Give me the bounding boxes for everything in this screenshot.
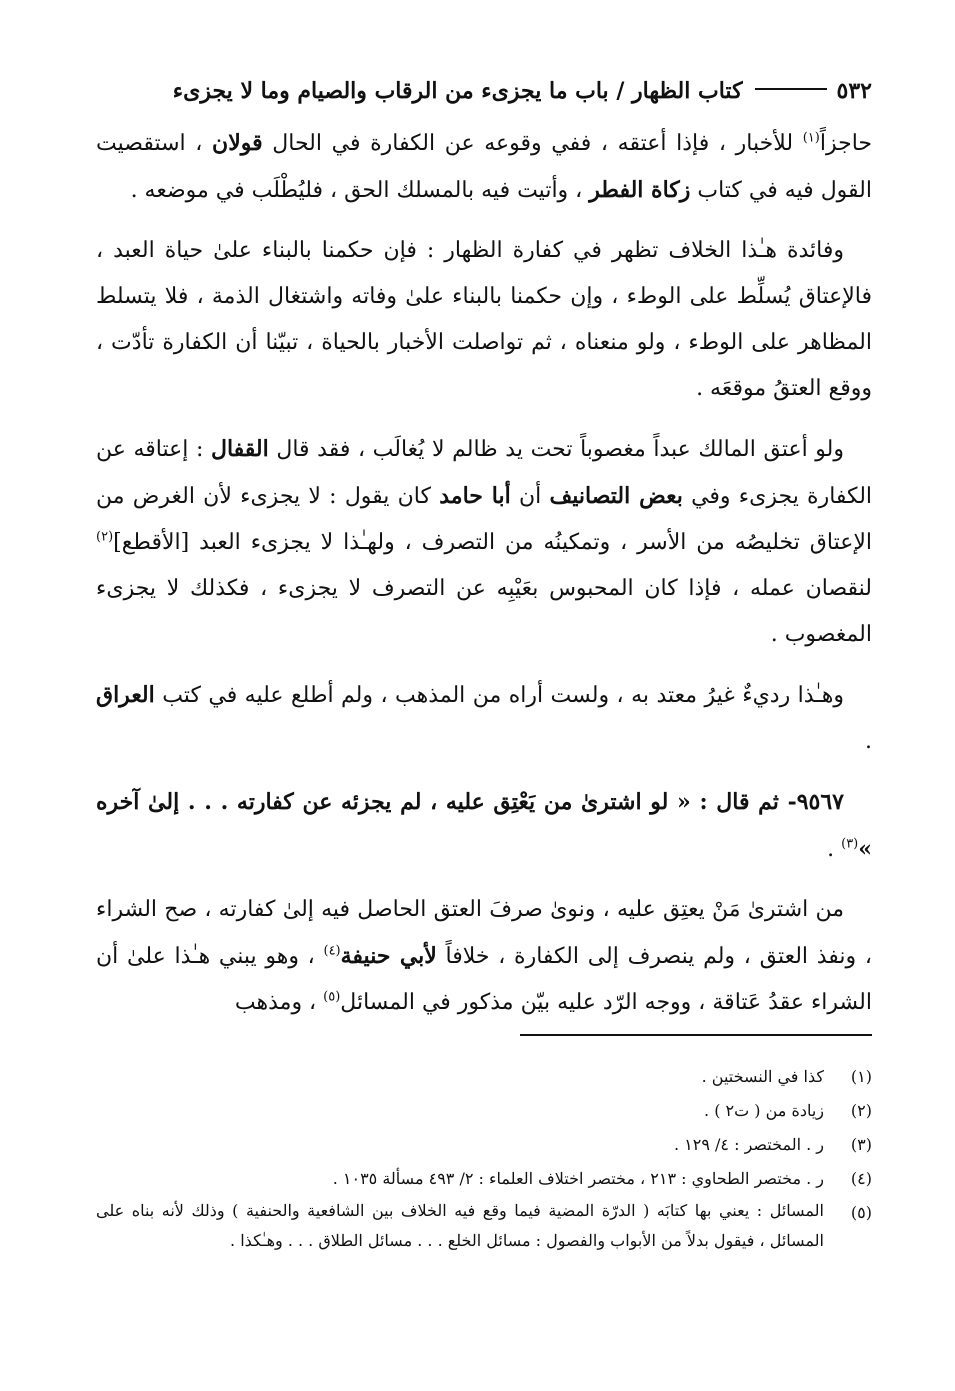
text: حاجزاً (819, 131, 872, 156)
paragraph-4 (96, 672, 872, 765)
footnote-text: ر . المختصر : ٤/ ١٢٩ . (673, 1135, 824, 1154)
text: وهـٰذا رديءٌ غيرُ معتد به ، ولست أراه من المذهب ، ولم أطلع عليه في كتب (154, 683, 844, 708)
bold-term: بعض التصانيف (549, 483, 683, 509)
bold-term: زكاة الفطر (589, 177, 691, 203)
text: أن (510, 484, 550, 509)
header-rule (755, 88, 827, 90)
footnote-3 (96, 1128, 872, 1162)
footnote-number: (١) (850, 1067, 872, 1086)
bold-term: القفال (210, 436, 269, 462)
text: ، استقصيت القول فيه في كتاب (96, 131, 872, 203)
footnote-number: (٢) (850, 1101, 872, 1120)
text: ، وأتيت فيه بالمسلك الحق ، فليُطْلَب في موضعه . (130, 178, 590, 203)
text: . (827, 837, 842, 862)
footnote-number: (٤) (850, 1169, 872, 1188)
bold-term: أبا حامد (439, 483, 511, 509)
footnote-ref-4[interactable]: (٤) (323, 943, 341, 959)
bold-term: قولان (212, 130, 263, 156)
footnote-separator (520, 1034, 872, 1036)
footnote-ref-5[interactable]: (٥) (323, 989, 341, 1005)
footnote-text: المسائل : يعني بها كتابَه ( الدرّة المضية فيما وقع فيه الخلاف بين الشافعية والحنفية ) وذلك لأنه بناه على المسائل ، فيقول بدلاً من الأبواب والفصول : مسائل الخلع . . . مسائل الطلاق . . . وهـٰكذا . (96, 1201, 824, 1250)
text: للأخبار ، فإذا أعتقه ، ففي وقوعه عن الكفارة في الحال (262, 131, 803, 156)
footnote-number: (٣) (850, 1135, 872, 1154)
footnote-ref-1[interactable]: (١) (802, 130, 820, 146)
text: ، وهو يبني هـٰذا علىٰ أن الشراء عقدُ عَتاقة ، ووجه الرّد عليه بيّن مذكور في المسائل (96, 944, 872, 1015)
bold-term: العراق (96, 682, 155, 708)
footnote-text: زيادة من ( ت٢ ) . (704, 1101, 824, 1120)
footnote-1 (96, 1060, 872, 1094)
footnote-text: ر . مختصر الطحاوي : ٢١٣ ، مختصر اختلاف العلماء : ٢/ ٤٩٣ مسألة ١٠٣٥ . (332, 1169, 824, 1188)
text: ولو أعتق المالك عبداً مغصوباً تحت يد ظالم لا يُغالَب ، فقد قال (268, 437, 844, 462)
footnotes (96, 1060, 872, 1256)
footnote-number: (٥) (850, 1203, 872, 1222)
bold-term: لأبي حنيفة (340, 943, 437, 969)
footnote-ref-3[interactable]: (٣) (841, 836, 859, 852)
paragraph-6 (96, 887, 872, 1026)
footnote-2 (96, 1094, 872, 1128)
section-quote: ٩٥٦٧- ثم قال : « لو اشترىٰ من يَعْتِق عليه ، لم يجزئه عن كفارته . . . إلىٰ آخره » (96, 789, 872, 862)
page (96, 78, 872, 1026)
text: : إعتاقه عن الكفارة يجزىء وفي (96, 437, 873, 509)
footnote-ref-2[interactable]: (٢) (96, 529, 114, 545)
footnote-text: كذا في النسختين . (701, 1067, 824, 1086)
paragraph-1 (96, 120, 872, 214)
page-number: ٥٣٢ (836, 78, 872, 104)
footnote-5 (96, 1196, 872, 1256)
text: من اشترىٰ مَنْ يعتِق عليه ، ونوىٰ صرفَ العتق الحاصل فيه إلىٰ كفارته ، صح الشراء ، ونفذ العتق ، ولم ينصرف إلى الكفارة ، خلافاً (96, 897, 872, 969)
text: ، ومذهب (234, 990, 324, 1015)
paragraph-2: وفائدة هـٰذا الخلاف تظهر في كفارة الظهار : فإن حكمنا بالبناء علىٰ حياة العبد ، فالإعتاق يُسلِّط على الوطء ، وإن حكمنا بالبناء علىٰ وفاته واشتغال الذمة ، فلا يتسلط المظاهر على الوطء ، ولو منعناه ، ثم تواصلت الأخبار بالحياة ، تبيّنا أن الكفارة تأدّت ، ووقع العتقُ موقعَه . (96, 238, 872, 401)
running-title: كتاب الظهار / باب ما يجزىء من الرقاب والصيام وما لا يجزىء (172, 78, 743, 104)
text: . (865, 729, 872, 754)
paragraph-3 (96, 426, 872, 658)
text: كان يقول : لا يجزىء لأن الغرض من الإعتاق تخليصُه من الأسر ، وتمكينُه من التصرف ، ولهـٰذا لا يجزىء العبد [الأقطع] (96, 484, 872, 555)
text: لنقصان عمله ، فإذا كان المحبوس بعَيْبِه عن التصرف لا يجزىء ، فكذلك لا يجزىء المغصوب . (96, 576, 872, 647)
paragraph-5-heading (96, 779, 872, 873)
footnote-4 (96, 1162, 872, 1196)
running-header (96, 78, 872, 112)
